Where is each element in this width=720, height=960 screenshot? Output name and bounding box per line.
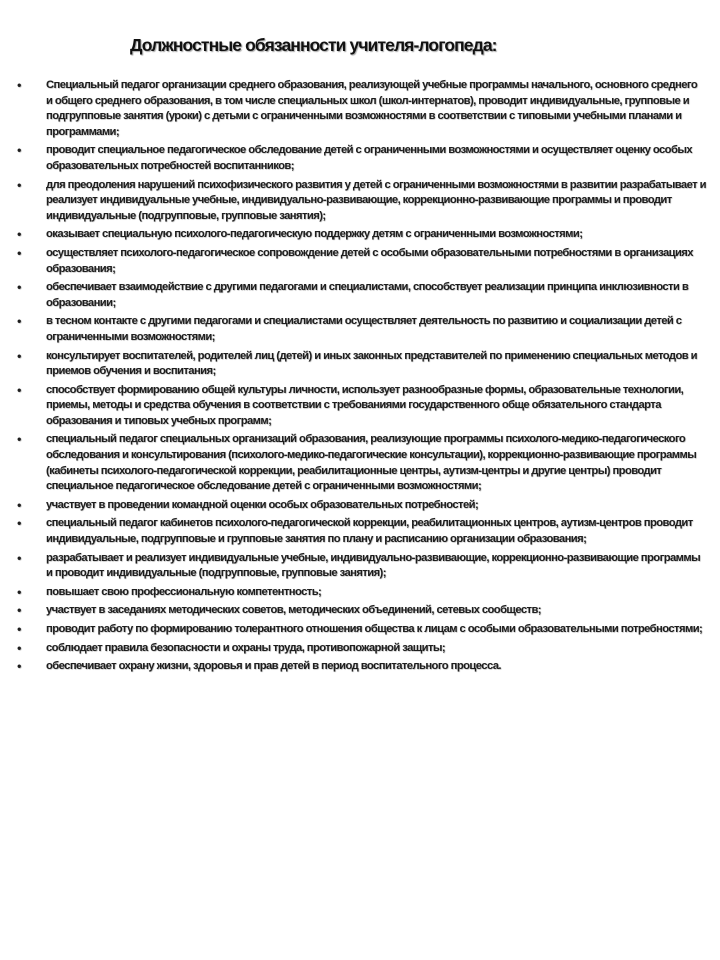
list-item-text: специальный педагог кабинетов психолого-педагогической коррекции, реабилитационных центров, аутизм-центров проводит индивидуальные, подгрупповые и групповые занятия по плану и расписанию организации образования; xyxy=(46,517,693,546)
list-item xyxy=(10,516,706,547)
list-item xyxy=(10,551,706,582)
page-title: Должностные обязанности учителя-логопеда: xyxy=(130,35,497,55)
list-item-text: специальный педагог специальных организаций образования, реализующие программы психолого-медико-педагогического обследования и консультирования (психолого-медико-педагогические консультации), коррекционно-развивающие программы (кабинеты психолого-педагогической коррекции, реабилитационные центры, аутизм-центры и другие центры) проводит специальное педагогическое обследование детей с ограниченными возможностями; xyxy=(46,433,697,493)
bullet-icon: • xyxy=(17,516,21,531)
list-item-text: консультирует воспитателей, родителей лиц (детей) и иных законных представителей по применению специальных методов и приемов обучения и воспитания; xyxy=(46,349,697,378)
list-item-text: осуществляет психолого-педагогическое сопровождение детей с особыми образовательными потребностями в организациях образования; xyxy=(46,246,693,275)
bullet-icon: • xyxy=(17,177,21,192)
list-item xyxy=(10,622,706,638)
list-item xyxy=(10,178,706,225)
bullet-icon: • xyxy=(17,143,21,158)
list-item-text: участвует в проведении командной оценки особых образовательных потребностей; xyxy=(46,498,479,511)
bullet-icon: • xyxy=(17,550,21,565)
bullet-icon: • xyxy=(17,227,21,242)
list-item-text: участвует в заседаниях методических советов, методических объединений, сетевых сообществ; xyxy=(46,604,541,617)
list-item xyxy=(10,641,706,657)
list-item xyxy=(10,432,706,494)
bullet-icon: • xyxy=(17,382,21,397)
bullet-icon: • xyxy=(17,280,21,295)
list-item xyxy=(10,227,706,243)
bullet-icon: • xyxy=(17,640,21,655)
list-item-text: повышает свою профессиональную компетентность; xyxy=(46,585,322,598)
bullet-icon: • xyxy=(17,432,21,447)
list-item xyxy=(10,280,706,311)
list-item-text: обеспечивает взаимодействие с другими педагогами и специалистами, способствует реализации принципа инклюзивности в образовании; xyxy=(46,281,689,309)
list-item xyxy=(10,603,706,619)
bullet-icon: • xyxy=(17,603,21,618)
list-item xyxy=(10,498,706,514)
list-item-text: Специальный педагог организации среднего образования, реализующей учебные программы начального, основного среднего и общего среднего образования, в том числе специальных школ (школ-интернатов), проводит индивидуальные, групповые и подгрупповые занятия (уроки) с детьми с ограниченными возможностями в соответствии с типовыми учебными планами и программами; xyxy=(46,79,698,138)
duties-list xyxy=(10,78,706,675)
bullet-icon: • xyxy=(17,584,21,599)
list-item-text: способствует формированию общей культуры личности, использует разнообразные формы, образовательные технологии, приемы, методы и средства обучения в соответствии с требованиями государственного обще обязательного стандарта образования и типовых учебных программ; xyxy=(46,383,684,427)
list-item-text: разрабатывает и реализует индивидуальные учебные, индивидуально-развивающие, коррекционно-развивающие программы и проводит индивидуальные (подгрупповые, групповые занятия); xyxy=(46,551,701,580)
list-item-text: в тесном контакте с другими педагогами и специалистами осуществляет деятельность по развитию и социализации детей с ограниченными возможностями; xyxy=(46,315,682,343)
list-item xyxy=(10,349,706,380)
bullet-icon: • xyxy=(17,245,21,260)
list-item xyxy=(10,143,706,174)
list-item xyxy=(10,585,706,601)
list-item-text: оказывает специальную психолого-педагогическую поддержку детям с ограниченными возможностями; xyxy=(46,228,583,241)
bullet-icon: • xyxy=(17,659,21,674)
list-item xyxy=(10,246,706,277)
bullet-icon: • xyxy=(17,622,21,636)
bullet-icon: • xyxy=(17,314,21,329)
list-item-text: проводит специальное педагогическое обследование детей с ограниченными возможностями и осуществляет оценку особых образовательных потребностей воспитанников; xyxy=(46,144,692,172)
list-item-text: соблюдает правила безопасности и охраны труда, противопожарной защиты; xyxy=(46,641,446,654)
list-item-text: обеспечивает охрану жизни, здоровья и прав детей в период воспитательного процесса. xyxy=(46,660,501,673)
list-item-text: проводит работу по формированию толерантного отношения общества к лицам с особыми образовательными потребностями; xyxy=(46,623,703,635)
list-item xyxy=(10,383,706,430)
bullet-icon: • xyxy=(17,78,21,92)
list-item xyxy=(10,78,706,140)
list-item xyxy=(10,314,706,345)
list-item-text: для преодоления нарушений психофизического развития у детей с ограниченными возможностями в развитии разрабатывает и реализует индивидуальные учебные, индивидуально-развивающие, коррекционно-развивающие программы и проводит индивидуальные (подгрупповые, групповые занятия); xyxy=(46,178,706,222)
bullet-icon: • xyxy=(17,348,21,363)
list-item xyxy=(10,659,706,675)
bullet-icon: • xyxy=(17,497,21,512)
